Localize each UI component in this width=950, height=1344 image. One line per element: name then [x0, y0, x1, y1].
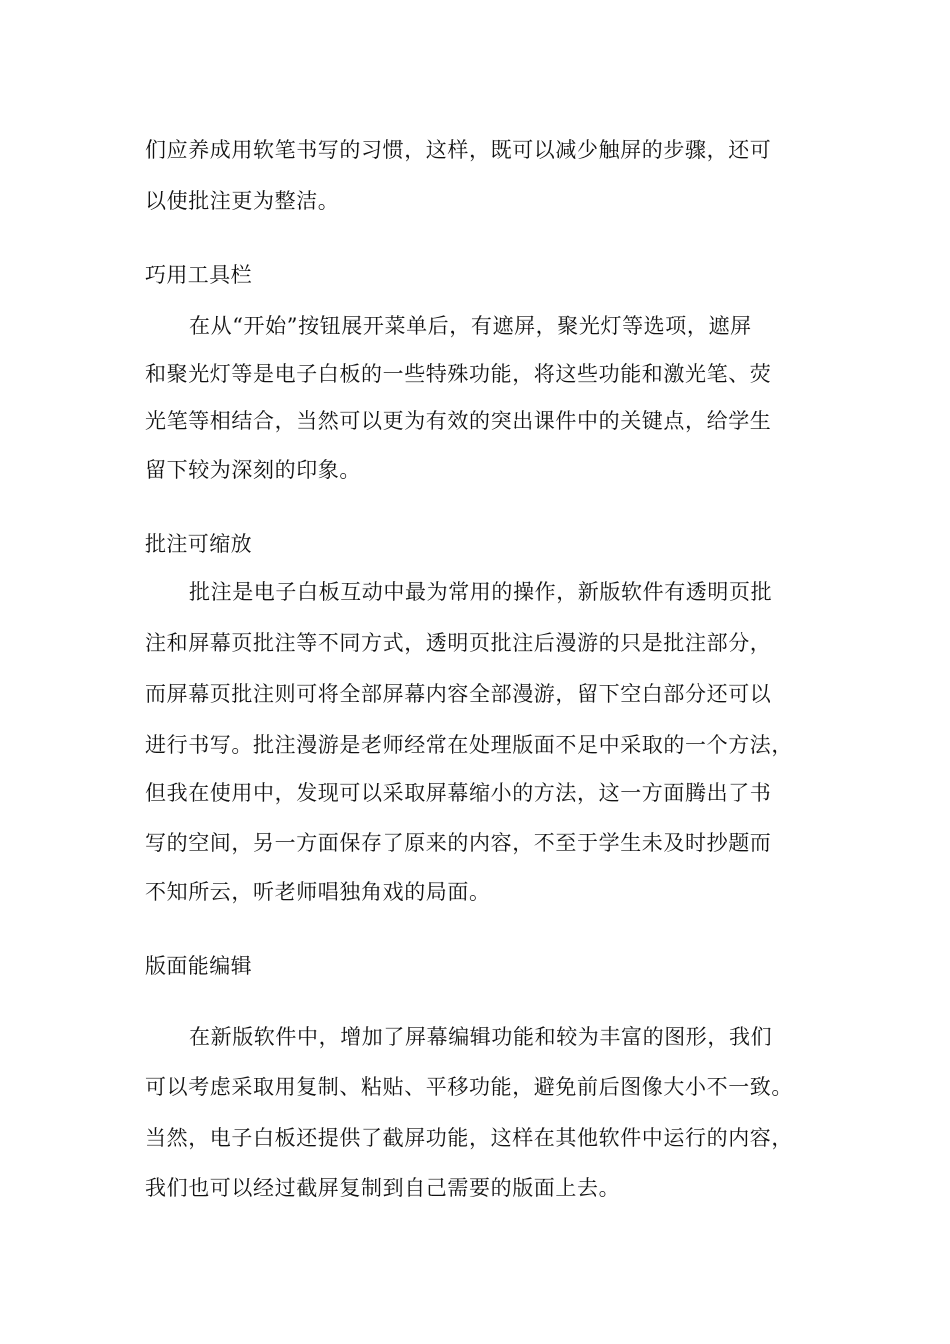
paragraph-line: 留下较为深刻的印象。: [145, 458, 361, 482]
paragraph-line: 光笔等相结合，当然可以更为有效的突出课件中的关键点，给学生: [145, 409, 772, 433]
paragraph-line: 我们也可以经过截屏复制到自己需要的版面上去。: [145, 1176, 621, 1200]
paragraph-line: 在从“开始”按钮展开菜单后，有遮屏，聚光灯等选项，遮屏: [189, 314, 752, 338]
paragraph-line: 当然，电子白板还提供了截屏功能，这样在其他软件中运行的内容，: [145, 1126, 793, 1150]
paragraph-line: 在新版软件中，增加了屏幕编辑功能和较为丰富的图形，我们: [189, 1025, 773, 1049]
section-heading: 批注可缩放: [145, 532, 252, 556]
paragraph-line: 和聚光灯等是电子白板的一些特殊功能，将这些功能和激光笔、荧: [145, 362, 772, 386]
paragraph-line: 但我在使用中，发现可以采取屏幕缩小的方法，这一方面腾出了书: [145, 781, 772, 805]
paragraph-line: 不知所云，听老师唱独角戏的局面。: [145, 880, 491, 904]
section-heading: 版面能编辑: [145, 954, 252, 978]
paragraph-line: 以使批注更为整洁。: [145, 189, 340, 213]
section-heading: 巧用工具栏: [145, 263, 252, 287]
paragraph-line: 而屏幕页批注则可将全部屏幕内容全部漫游，留下空白部分还可以: [145, 682, 772, 706]
paragraph-line: 写的空间，另一方面保存了原来的内容，不至于学生未及时抄题而: [145, 831, 772, 855]
paragraph-line: 可以考虑采取用复制、粘贴、平移功能，避免前后图像大小不一致。: [145, 1075, 793, 1099]
paragraph-line: 进行书写。批注漫游是老师经常在处理版面不足中采取的一个方法，: [145, 733, 793, 757]
paragraph-line: 批注是电子白板互动中最为常用的操作，新版软件有透明页批: [189, 580, 773, 604]
paragraph-line: 注和屏幕页批注等不同方式，透明页批注后漫游的只是批注部分，: [145, 631, 772, 655]
paragraph-line: 们应养成用软笔书写的习惯，这样，既可以减少触屏的步骤，还可: [145, 138, 772, 162]
